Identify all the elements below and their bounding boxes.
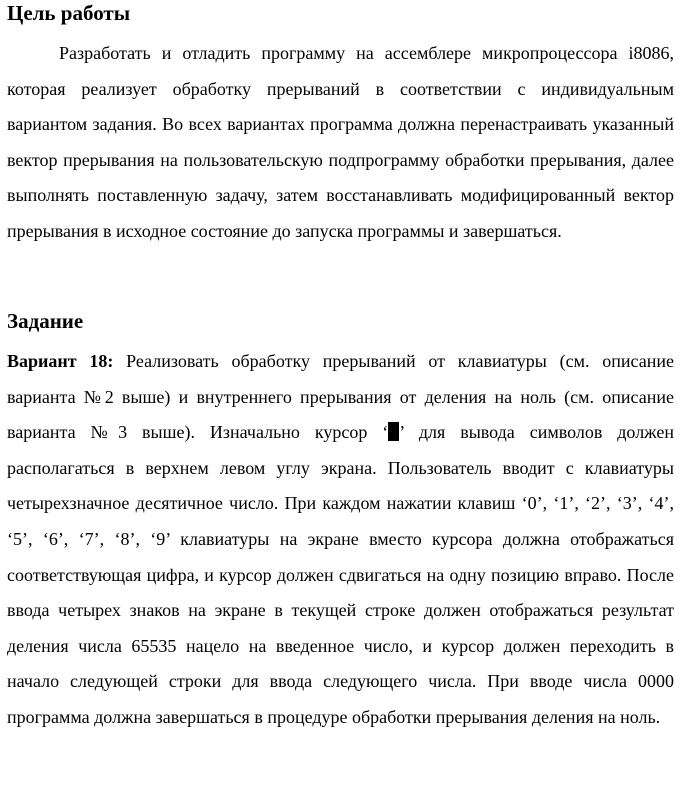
task-text-after-cursor: ’ для вывода символов должен располагаться в верхнем левом углу экрана. Пользователь вводит с клавиатуры четырехзначное десятичное число. При каждом нажатии клавиш ‘0’, ‘1’, ‘2’, ‘3’, ‘4’, ‘5’, ‘6’, ‘7’, ‘8’, ‘9’ клавиатуры на экране вместо курсора должна отображаться соответствующая цифра, и курсор должен сдвигаться на одну позицию вправо. После ввода четырех знаков на экране в текущей строке должен отображаться результат деления числа 65535 нацело на введенное число, и курсор должен переходить в начало следующей строки для ввода следующего числа. При вводе числа 0000 программа должна завершаться в процедуре обработки прерывания деления на ноль. — [7, 422, 674, 727]
section-heading-goal: Цель работы — [7, 1, 131, 25]
goal-paragraph: Разработать и отладить программу на ассемблере микропроцессора i8086, которая реализует обработку прерываний в соответствии с индивидуальным вариантом задания. Во всех вариантах программа должна перенастраивать указанный вектор прерывания на пользовательскую подпрограмму обработки прерывания, далее выполнять поставленную задачу, затем восстанавливать модифицированный вектор прерывания в исходное состояние до запуска программы и завершаться. — [7, 43, 674, 241]
section-heading-task: Задание — [7, 309, 84, 333]
task-paragraph — [7, 344, 674, 736]
block-cursor-icon — [388, 422, 399, 441]
variant-label: Вариант 18: — [7, 351, 114, 371]
task-text-before-cursor: Реализовать обработку прерываний от клавиатуры (см. описание варианта №2 выше) и внутреннего прерывания от деления на ноль (см. описание варианта №3 выше). Изначально курсор ‘ — [7, 351, 674, 443]
